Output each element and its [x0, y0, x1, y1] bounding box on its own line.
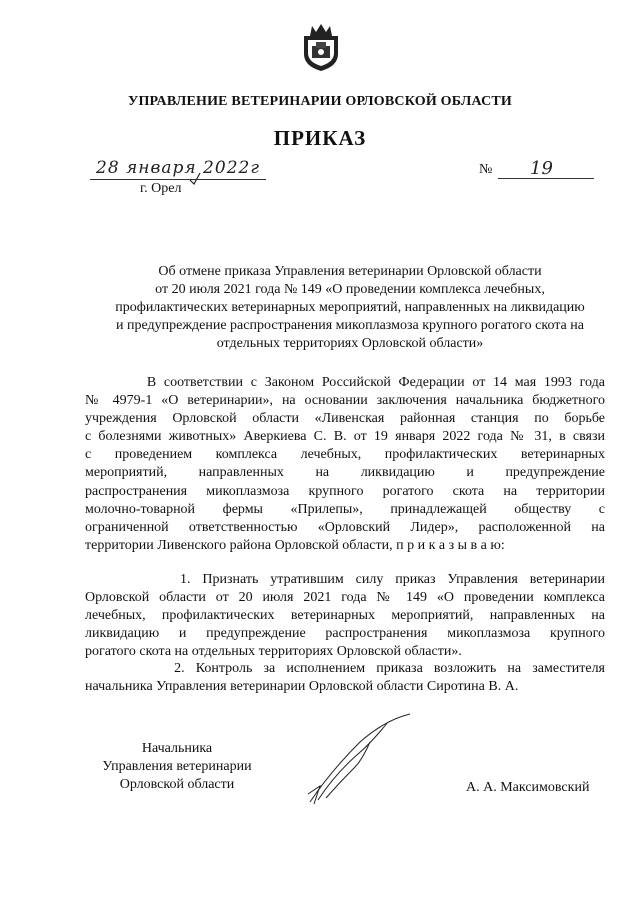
position-line: Начальника: [141, 741, 213, 756]
preamble-line: В соответствии с Законом Российской Федерации от 14 мая 1993 года: [85, 375, 605, 390]
order-city: г. Орел: [140, 181, 182, 196]
signatory-name: А. А. Максимовский: [466, 780, 590, 795]
item-line: начальника Управления ветеринарии Орловской области Сиротина В. А.: [85, 679, 519, 695]
subject-line: профилактических ветеринарных мероприятий, направленных на ликвидацию: [115, 300, 585, 315]
order-item-2: [85, 660, 605, 696]
preamble-line: распространения микоплазмоза крупного рогатого скота на территории: [85, 483, 605, 499]
order-number-handwritten: 19: [530, 158, 553, 179]
document-type: ПРИКАЗ: [273, 126, 367, 150]
subject-line: и предупреждение распространения микоплазмоза крупного рогатого скота на: [116, 318, 584, 333]
preamble-paragraph: [85, 374, 605, 555]
item-line: ликвидацию и предупреждение распространения микоплазмоза крупного: [85, 626, 605, 642]
preamble-line: ограниченной ответственностью «Орловский Лидер», расположенной на: [85, 519, 605, 535]
item-line: 2. Контроль за исполнением приказа возложить на заместителя: [85, 661, 605, 676]
position-line: Управления ветеринарии: [102, 759, 252, 774]
coat-of-arms-icon: [300, 22, 342, 72]
subject-line: от 20 июля 2021 года № 149 «О проведении комплекса лечебных,: [155, 282, 545, 297]
preamble-line: территории Ливенского района Орловской области, п р и к а з ы в а ю:: [85, 537, 505, 553]
signatory-position: [92, 740, 262, 794]
order-subject: [80, 263, 620, 353]
check-mark-icon: [188, 172, 202, 186]
item-line: рогатого скота на отдельных территориях Орловской области».: [85, 644, 462, 660]
item-line: 1. Признать утратившим силу приказ Управления ветеринарии: [85, 572, 605, 587]
order-date-handwritten: 28 января 2022г: [90, 158, 266, 180]
preamble-line: учреждения Орловской области «Ливенская районная станция по борьбе: [85, 411, 605, 427]
position-line: Орловской области: [119, 777, 235, 792]
preamble-line: молочно-товарной фермы «Прилепы», принадлежащей обществу с: [85, 501, 605, 517]
preamble-line: мероприятий, направленных на ликвидацию и предупреждение: [85, 465, 605, 481]
subject-line: отдельных территориях Орловской области»: [216, 336, 484, 351]
preamble-line: с проведением комплекса лечебных, профилактических ветеринарных: [85, 447, 605, 463]
order-number-label: №: [479, 162, 493, 177]
preamble-line: № 4979-1 «О ветеринарии», на основании заключения начальника бюджетного: [85, 393, 605, 409]
preamble-line: с болезнями животных» Аверкиева С. В. от 19 января 2022 года № 31, в связи: [85, 429, 605, 445]
subject-line: Об отмене приказа Управления ветеринарии Орловской области: [158, 264, 542, 279]
order-item-1: [85, 571, 605, 661]
item-line: лечебных, профилактических ветеринарных мероприятий, направленных на: [85, 608, 605, 624]
item-line: Орловской области от 20 июля 2021 года № 149 «О проведении комплекса: [85, 590, 605, 606]
handwritten-signature: [300, 712, 420, 807]
organization-name: УПРАВЛЕНИЕ ВЕТЕРИНАРИИ ОРЛОВСКОЙ ОБЛАСТИ: [127, 94, 513, 109]
